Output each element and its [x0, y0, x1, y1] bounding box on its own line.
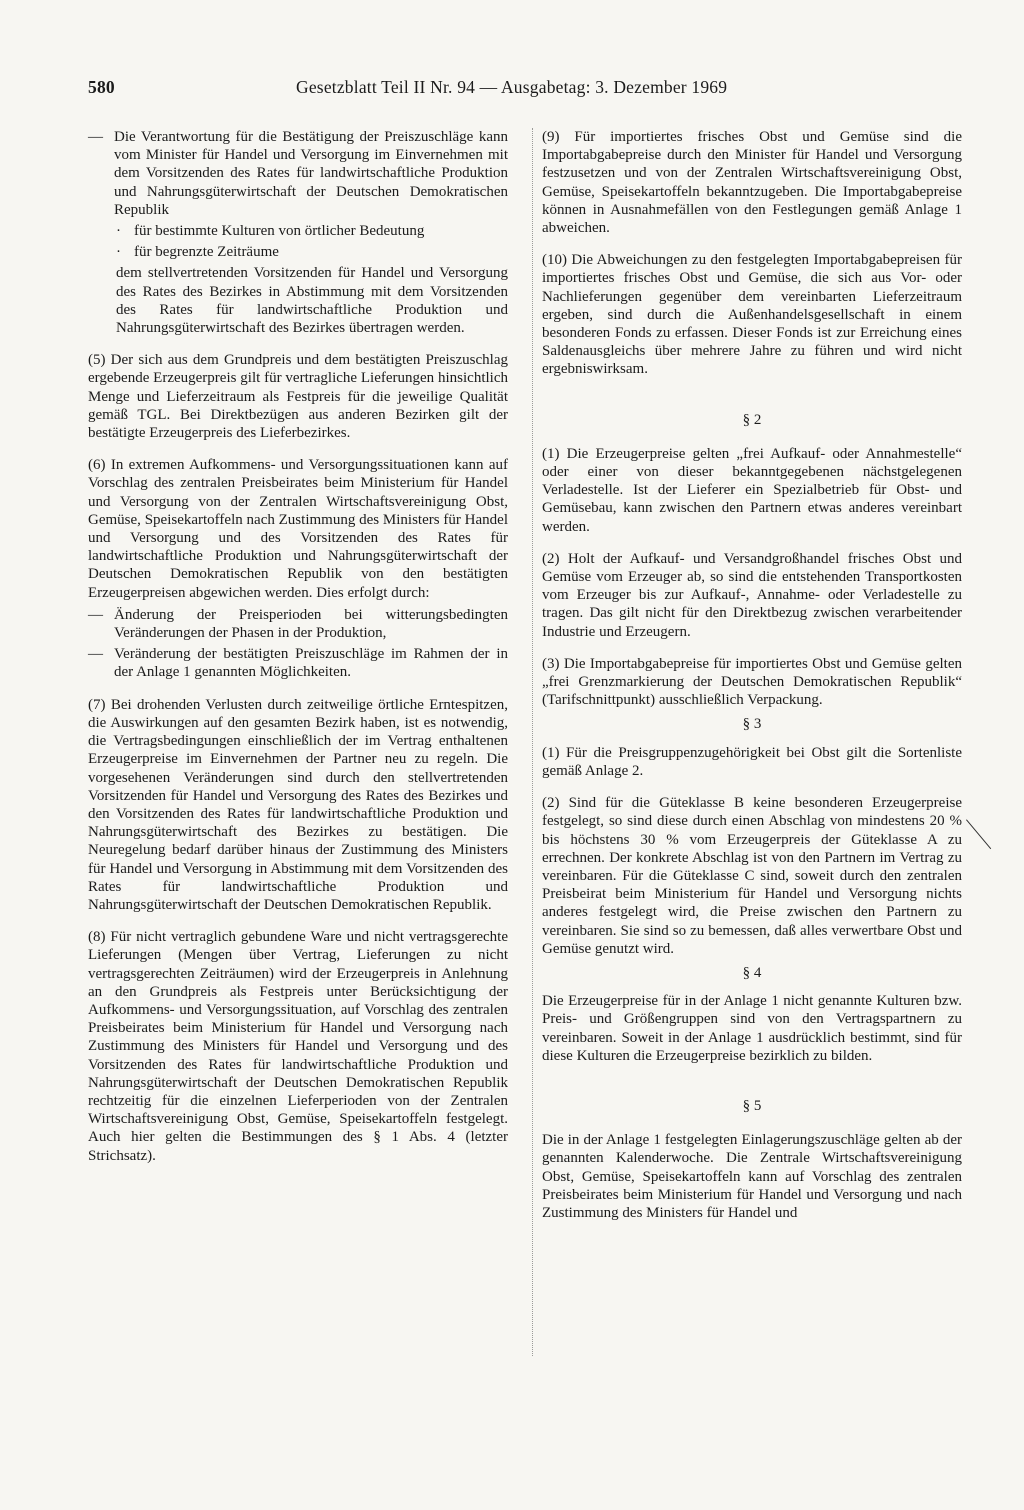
- dash-text: Änderung der Preisperioden bei witterungsbedingten Veränderungen der Phasen in der Produktion,: [114, 606, 508, 642]
- dash-marker: —: [88, 129, 103, 145]
- bullet-marker: ·: [116, 244, 121, 261]
- paragraph-6: (6) In extremen Aufkommens- und Versorgungssituationen kann auf Vorschlag des zentralen Preisbeirates beim Ministerium für Handel und Versorgung von der Zentralen Wirtschaftsvereinigung Obst, Gemüse, Speisekartoffeln nach Zustimmung des Ministers für Handel und Versorgung und des Vorsitzenden des Rates für landwirtschaftliche Produktion und Nahrungsgüterwirtschaft der Deutschen Demokratischen Republik von den bestätigten Erzeugerpreisen abgewichen werden. Dies erfolgt durch:: [88, 457, 508, 601]
- section-4-paragraph: Die Erzeugerpreise für in der Anlage 1 nicht genannte Kulturen bzw. Preis- und Größengruppen sind von den Vertragspartnern zu vereinbaren. Soweit in der Anlage 1 ausdrücklich bestimmt, sind für diese Kulturen die Erzeugerpreise bezirklich zu bilden.: [542, 993, 962, 1064]
- paragraph-10: (10) Die Abweichungen zu den festgelegten Importabgabepreisen für importiertes frisches Obst und Gemüse, die sich aus Vor- oder Nachlieferungen gegenüber dem vereinbarten Lieferzeitraum ergeben, sind durch die Außenhandelsgesellschaft in einem besonderen Fonds zu erfassen. Dieser Fonds ist zur Erreichung eines Saldenausgleichs über mehrere Jahre zu führen und wird nicht ergebniswirksam.: [542, 252, 962, 378]
- paragraph-5: (5) Der sich aus dem Grundpreis und dem bestätigten Preiszuschlag ergebende Erzeugerpreis gilt für vertragliche Lieferungen hinsichtlich Menge und Lieferzeitraum als Festpreis für die jeweilige Qualität gemäß TGL. Bei Direktbezügen aus anderen Bezirken gilt der bestätigte Erzeugerpreis des Lieferbezirkes.: [88, 352, 508, 442]
- section-3-paragraph-1: (1) Für die Preisgruppenzugehörigkeit bei Obst gilt die Sortenliste gemäß Anlage 2.: [542, 744, 962, 779]
- bullet-item: [116, 222, 508, 240]
- paragraph-8: (8) Für nicht vertraglich gebundene Ware und nicht vertragsgerechte Lieferungen (Mengen über Vertrag, Lieferungen zu nicht vertragsgerechten Zeiträumen) wird der Erzeugerpreis in Anlehnung an den Grundpreis als Festpreis unter Berücksichtigung der Aufkommens- und Versorgungssituation, auf Vorschlag des zentralen Preisbeirates beim Ministerium für Handel und Versorgung nach Zustimmung des Ministers für Handel und Versorgung und des Vorsitzenden des Rates für landwirtschaftliche Produktion und Nahrungsgüterwirtschaft der Deutschen Demokratischen Republik rechtzeitig für die einzelnen Lieferperioden von der Zentralen Wirtschaftsvereinigung Obst, Gemüse, Speisekartoffeln festgelegt. Auch hier gelten die Bestimmungen des § 1 Abs. 4 (letzter Strichsatz).: [88, 929, 508, 1164]
- dash-marker: —: [88, 646, 103, 663]
- section-2-paragraph-1: (1) Die Erzeugerpreise gelten „frei Aufkauf- oder Annahmestelle“ oder einer von dieser bekanntgegebenen nächstgelegenen Verladestelle. Ist der Lieferer ein Spezialbetrieb für Obst- und Gemüsebau, kann zwischen den Partnern etwas anderes vereinbart werden.: [542, 445, 962, 535]
- section-heading-5: § 5: [742, 1097, 762, 1114]
- dash-item: [88, 645, 508, 681]
- paragraph-7: (7) Bei drohenden Verlusten durch zeitweilige örtliche Erntespitzen, die Auswirkungen auf den gesamten Bezirk haben, ist es notwendig, die Vertragsbedingungen einschließlich der im Vertrag enthaltenen Erzeugerpreise im Einvernehmen der Partner neu zu regeln. Die vorgesehenen Veränderungen sind durch den stellvertretenden Vorsitzenden für Handel und Versorgung des Rates des Bezirkes und den Vorsitzenden des Rates für landwirtschaftliche Produktion und Nahrungsgüterwirtschaft des Bezirkes zu bestätigen. Die Neuregelung bedarf darüber hinaus der Zustimmung des Ministers für Handel und Versorgung in Abstimmung mit dem Vorsitzenden des Rates für landwirtschaftliche Produktion und Nahrungsgüterwirtschaft der Deutschen Demokratischen Republik.: [88, 696, 508, 913]
- dash-text: Die Verantwortung für die Bestätigung der Preiszuschläge kann vom Minister für Handel und Versorgung im Einvernehmen mit dem Vorsitzenden des Rates für landwirtschaftliche Produktion und Nahrungsgüterwirtschaft der Deutschen Demokratischen Republik: [114, 129, 508, 218]
- margin-pen-mark: [966, 819, 991, 849]
- section-3-paragraph-2: (2) Sind für die Güteklasse B keine besonderen Erzeugerpreise festgelegt, so sind diese durch einen Abschlag von mindestens 20 % bis höchstens 30 % vom Erzeugerpreis der Güteklasse A zu errechnen. Der konkrete Abschlag ist von den Partnern im Vertrag zu vereinbaren. Für die Güteklasse C sind, soweit durch den zentralen Preisbeirat beim Ministerium für Handel und Versorgung nichts anderes festgelegt wird, die Preise zwischen den Partnern zu vereinbaren. Sie sind so zu bemessen, daß alles verwertbare Obst und Gemüse genutzt wird.: [542, 795, 962, 957]
- right-column: [542, 128, 962, 1236]
- page-number: 580: [88, 77, 115, 97]
- dash-text: Veränderung der bestätigten Preiszuschläge im Rahmen der in der Anlage 1 genannten Möglichkeiten.: [114, 646, 508, 681]
- dash-marker: —: [88, 606, 103, 623]
- paragraph-9: (9) Für importiertes frisches Obst und Gemüse sind die Importabgabepreise durch den Minister für Handel und Versorgung festzusetzen und von der Zentralen Wirtschaftsvereinigung Obst, Gemüse, Speisekartoffeln bekanntzugeben. Die Importabgabepreise können in Ausnahmefällen von den Festlegungen gemäß Anlage 1 abweichen.: [542, 129, 962, 237]
- section-heading-3: § 3: [742, 716, 762, 733]
- section-2-paragraph-3: (3) Die Importabgabepreise für importiertes Obst und Gemüse gelten „frei Grenzmarkierung der Deutschen Demokratischen Republik“ (Tarifschnittpunkt) ausschließlich Verpackung.: [542, 655, 962, 709]
- section-5-paragraph: Die in der Anlage 1 festgelegten Einlagerungszuschläge gelten ab der genannten Kalenderwoche. Die Zentrale Wirtschaftsvereinigung Obst, Gemüse, Speisekartoffeln kann auf Vorschlag des zentralen Preisbeirates beim Ministerium für Handel und Versorgung und nach Zustimmung des Ministers für Handel und: [542, 1132, 962, 1221]
- bullet-text: für bestimmte Kulturen von örtlicher Bedeutung: [134, 223, 425, 240]
- continuation-paragraph: dem stellvertretenden Vorsitzenden für Handel und Versorgung des Rates des Bezirkes in Abstimmung mit dem Vorsitzenden des Rates für landwirtschaftliche Produktion und Nahrungsgüterwirtschaft des Bezirkes übertragen werden.: [116, 265, 508, 337]
- gazette-title: Gesetzblatt Teil II Nr. 94 — Ausgabetag: 3. Dezember 1969: [296, 77, 728, 97]
- section-heading-4: § 4: [742, 964, 762, 981]
- section-heading-2: § 2: [742, 411, 762, 428]
- page-header: [88, 77, 968, 107]
- bullet-item: [116, 243, 508, 261]
- left-column: [88, 128, 508, 1179]
- dash-item: [88, 606, 508, 642]
- bullet-text: für begrenzte Zeiträume: [134, 244, 279, 261]
- column-divider: [532, 128, 533, 1356]
- section-2-paragraph-2: (2) Holt der Aufkauf- und Versandgroßhandel frisches Obst und Gemüse vom Erzeuger ab, so sind die entstehenden Transportkosten vom Erzeuger bis zur Aufkauf-, Annahme- oder Verladestelle zu tragen. Das gilt nicht für den Direktbezug zwischen verarbeitender Industrie und Erzeugern.: [542, 550, 962, 640]
- dash-item: [88, 128, 508, 219]
- bullet-marker: ·: [116, 223, 121, 240]
